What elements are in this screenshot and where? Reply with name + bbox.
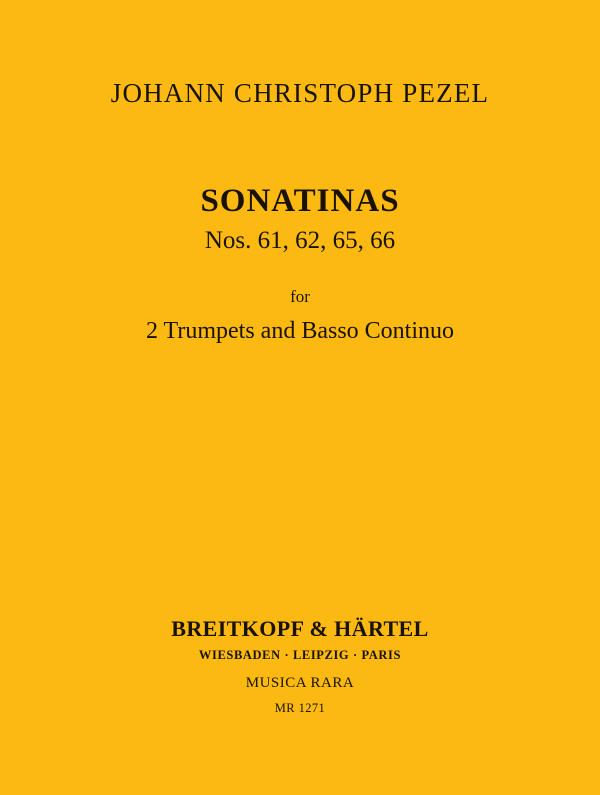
- plate-number: MR 1271: [274, 701, 326, 715]
- imprint-name: MUSICA RARA: [245, 675, 355, 691]
- for-label: for: [290, 287, 310, 306]
- instrumentation: 2 Trumpets and Basso Continuo: [145, 318, 455, 344]
- composer-name: JOHANN CHRISTOPH PEZEL: [110, 78, 490, 108]
- publisher-name: BREITKOPF & HÄRTEL: [171, 616, 429, 641]
- publisher-cities: WIESBADEN · LEIPZIG · PARIS: [198, 648, 402, 662]
- work-title: SONATINAS: [200, 183, 400, 219]
- publisher-block: [0, 616, 600, 716]
- work-numbers: Nos. 61, 62, 65, 66: [204, 227, 396, 254]
